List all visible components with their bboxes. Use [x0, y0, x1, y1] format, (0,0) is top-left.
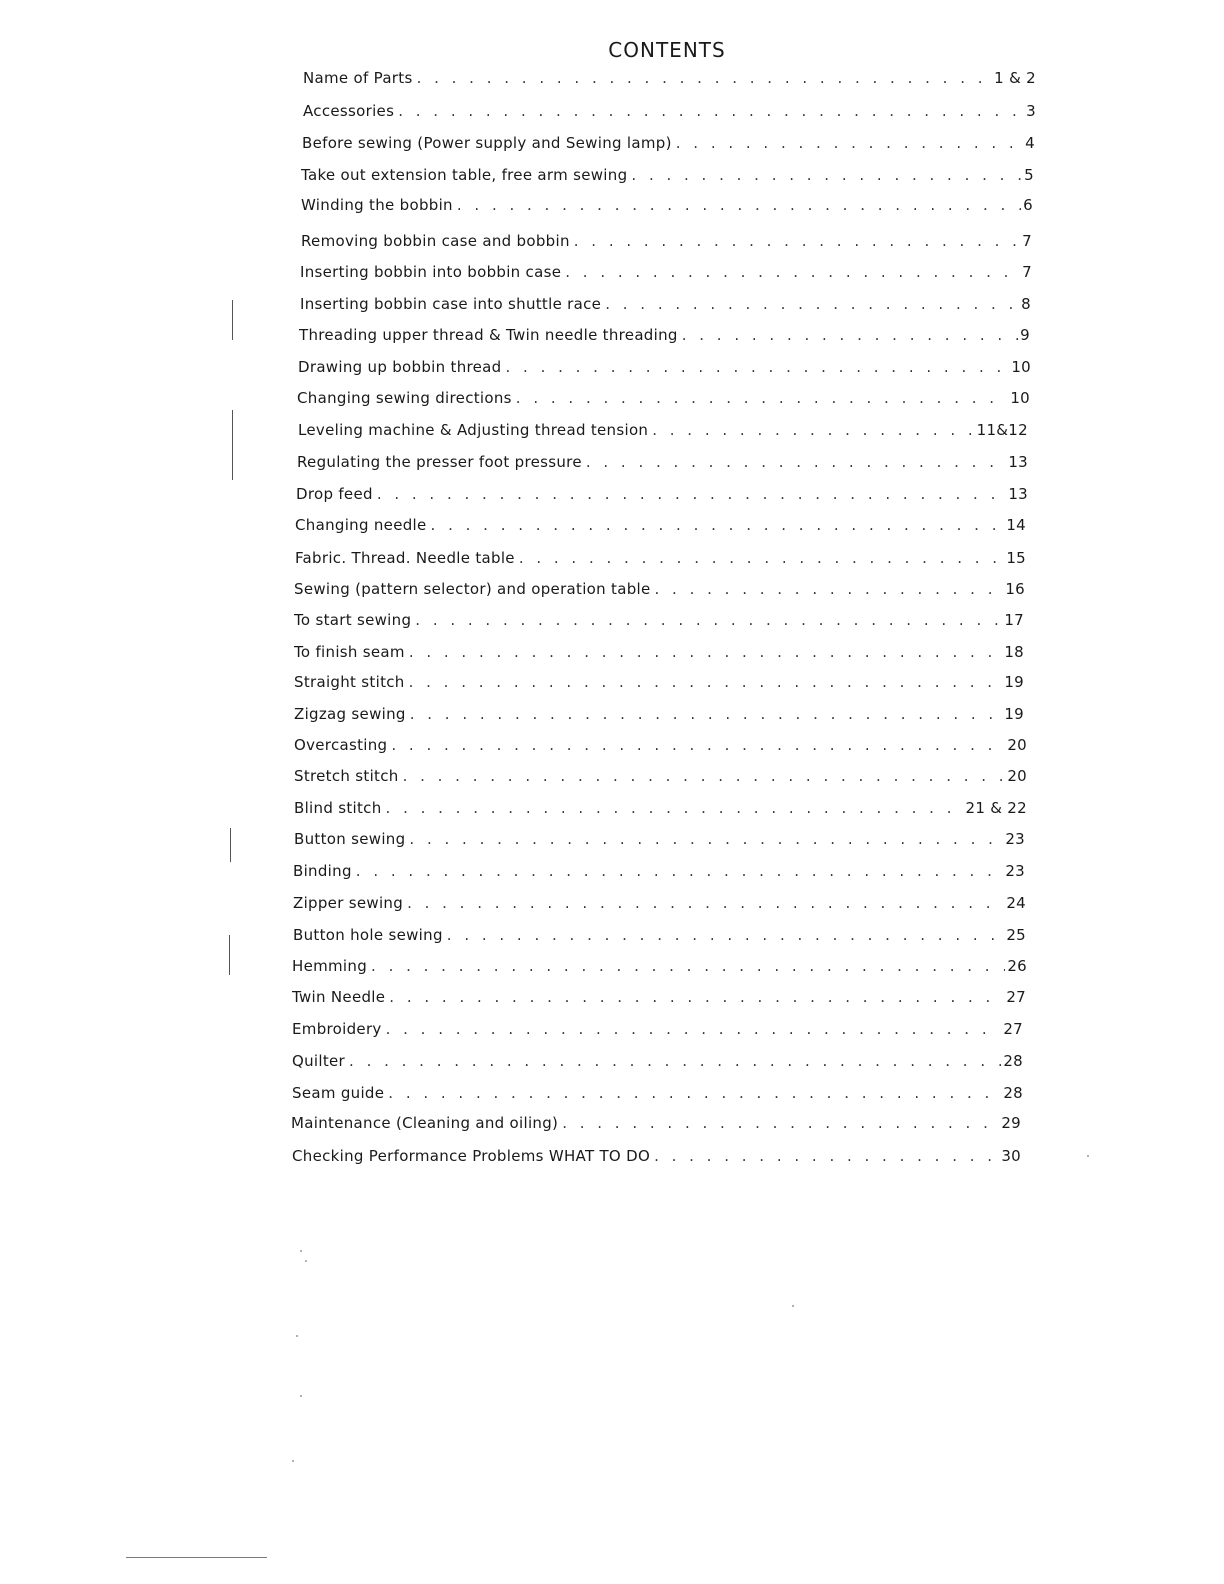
toc-entry-title: Threading upper thread & Twin needle threading — [299, 326, 678, 344]
toc-dot-leader — [371, 956, 1005, 976]
toc-dot-leader — [574, 231, 1020, 251]
toc-entry-title: Binding — [293, 862, 352, 880]
toc-dot-leader — [409, 829, 1003, 849]
toc-dot-leader — [391, 735, 1005, 755]
toc-entry — [292, 1083, 1023, 1103]
toc-entry — [299, 325, 1030, 345]
scan-speck — [296, 1335, 298, 1337]
toc-entry-title: Changing needle — [295, 516, 427, 534]
toc-entry-title: Drawing up bobbin thread — [298, 358, 502, 376]
toc-entry-page: 19 — [1004, 705, 1024, 723]
toc-entry-page: 25 — [1006, 926, 1026, 944]
toc-entry-page: 13 — [1008, 453, 1028, 471]
toc-entry — [300, 294, 1031, 314]
toc-entry-title: Seam guide — [292, 1084, 385, 1102]
scan-speck — [300, 1250, 302, 1252]
toc-entry-page: 10 — [1010, 389, 1030, 407]
toc-entry — [292, 1146, 1021, 1166]
toc-entry — [293, 925, 1026, 945]
scan-speck — [792, 1305, 794, 1307]
toc-dot-leader — [398, 101, 1024, 121]
toc-entry — [296, 484, 1028, 504]
toc-dot-leader — [631, 165, 1022, 185]
toc-entry-title: Drop feed — [296, 485, 373, 503]
toc-dot-leader — [386, 1019, 1002, 1039]
toc-dot-leader — [403, 766, 1006, 786]
toc-entry-page: 7 — [1022, 263, 1032, 281]
toc-entry — [294, 610, 1024, 630]
toc-entry-page: 6 — [1023, 196, 1033, 214]
toc-entry — [300, 262, 1032, 282]
toc-entry-title: Inserting bobbin into bobbin case — [300, 263, 562, 281]
toc-entry-page: 29 — [1001, 1114, 1021, 1132]
toc-entry — [301, 195, 1033, 215]
toc-dot-leader — [605, 294, 1019, 314]
toc-entry-title: Sewing (pattern selector) and operation table — [294, 580, 651, 598]
toc-dot-leader — [676, 133, 1023, 153]
toc-entry — [297, 388, 1030, 408]
page-title: CONTENTS — [608, 38, 726, 62]
toc-entry-title: Stretch stitch — [294, 767, 399, 785]
toc-entry-title: Blind stitch — [294, 799, 382, 817]
toc-entry — [298, 420, 1028, 440]
toc-dot-leader — [415, 610, 1002, 630]
toc-entry — [294, 642, 1024, 662]
scan-speck — [1087, 1155, 1089, 1157]
toc-entry-title: Winding the bobbin — [301, 196, 453, 214]
scan-margin-mark — [232, 300, 233, 340]
toc-entry — [294, 704, 1024, 724]
toc-entry-page: 13 — [1008, 485, 1028, 503]
toc-entry-page: 1 & 2 — [994, 69, 1036, 87]
toc-dot-leader — [457, 195, 1021, 215]
toc-entry-page: 27 — [1003, 1020, 1023, 1038]
toc-entry-page: 15 — [1006, 549, 1026, 567]
toc-entry-title: Removing bobbin case and bobbin — [301, 232, 570, 250]
toc-entry-title: Checking Performance Problems WHAT TO DO — [292, 1147, 651, 1165]
toc-entry-page: 26 — [1007, 957, 1027, 975]
toc-entry-page: 11&12 — [976, 421, 1028, 439]
toc-entry-page: 23 — [1005, 862, 1025, 880]
scan-margin-mark — [230, 828, 231, 862]
toc-dot-leader — [409, 672, 1003, 692]
toc-entry — [292, 1019, 1023, 1039]
toc-entry-page: 19 — [1004, 673, 1024, 691]
toc-dot-leader — [562, 1113, 999, 1133]
toc-entry — [292, 987, 1026, 1007]
toc-entry — [295, 548, 1026, 568]
toc-entry-page: 14 — [1006, 516, 1026, 534]
toc-entry-page: 21 & 22 — [965, 799, 1027, 817]
toc-dot-leader — [386, 798, 964, 818]
toc-entry-page: 8 — [1021, 295, 1031, 313]
toc-entry — [302, 133, 1035, 153]
toc-entry-title: Leveling machine & Adjusting thread tension — [298, 421, 649, 439]
toc-entry-page: 4 — [1025, 134, 1035, 152]
toc-entry — [297, 452, 1028, 472]
toc-entry-title: Name of Parts — [303, 69, 413, 87]
toc-entry-title: Inserting bobbin case into shuttle race — [300, 295, 602, 313]
toc-entry-title: Take out extension table, free arm sewing — [301, 166, 628, 184]
toc-entry-title: Twin Needle — [292, 988, 386, 1006]
toc-entry-title: Embroidery — [292, 1020, 382, 1038]
scan-margin-mark — [232, 410, 233, 480]
toc-dot-leader — [565, 262, 1020, 282]
toc-entry — [293, 893, 1026, 913]
toc-entry-page: 3 — [1026, 102, 1036, 120]
toc-dot-leader — [410, 704, 1003, 724]
toc-entry-page: 16 — [1005, 580, 1025, 598]
scan-speck — [305, 1260, 307, 1262]
toc-entry — [301, 231, 1032, 251]
toc-entry — [292, 956, 1027, 976]
toc-entry — [303, 68, 1036, 88]
toc-entry-page: 18 — [1004, 643, 1024, 661]
scan-margin-mark — [229, 935, 230, 975]
toc-dot-leader — [377, 484, 1006, 504]
toc-entry — [298, 357, 1031, 377]
toc-entry-page: 23 — [1005, 830, 1025, 848]
toc-dot-leader — [447, 925, 1005, 945]
toc-entry-page: 5 — [1024, 166, 1034, 184]
toc-dot-leader — [431, 515, 1005, 535]
bottom-rule — [126, 1557, 267, 1558]
toc-dot-leader — [349, 1051, 1001, 1071]
toc-entry-title: Overcasting — [294, 736, 388, 754]
toc-entry-page: 28 — [1003, 1084, 1023, 1102]
toc-dot-leader — [407, 893, 1004, 913]
toc-entry-title: Button hole sewing — [293, 926, 443, 944]
toc-entry — [294, 829, 1025, 849]
scan-speck — [292, 1460, 294, 1462]
toc-entry-title: To start sewing — [294, 611, 412, 629]
toc-dot-leader — [586, 452, 1006, 472]
toc-entry-page: 20 — [1007, 736, 1027, 754]
toc-entry-page: 17 — [1004, 611, 1024, 629]
toc-entry — [294, 579, 1025, 599]
toc-dot-leader — [655, 579, 1004, 599]
toc-entry — [303, 101, 1036, 121]
toc-entry — [294, 798, 1027, 818]
toc-entry-title: Maintenance (Cleaning and oiling) — [291, 1114, 559, 1132]
toc-entry-page: 30 — [1001, 1147, 1021, 1165]
toc-entry — [292, 1051, 1023, 1071]
toc-dot-leader — [682, 325, 1018, 345]
toc-entry-page: 24 — [1006, 894, 1026, 912]
toc-entry-title: Changing sewing directions — [297, 389, 512, 407]
toc-entry-title: Zigzag sewing — [294, 705, 406, 723]
toc-dot-leader — [389, 987, 1004, 1007]
toc-dot-leader — [654, 1146, 999, 1166]
toc-entry — [294, 735, 1027, 755]
toc-dot-leader — [388, 1083, 1001, 1103]
toc-dot-leader — [516, 388, 1009, 408]
toc-entry-page: 27 — [1006, 988, 1026, 1006]
toc-entry-page: 10 — [1011, 358, 1031, 376]
toc-entry — [293, 861, 1025, 881]
toc-entry-title: Before sewing (Power supply and Sewing lamp) — [302, 134, 672, 152]
toc-entry-title: Fabric. Thread. Needle table — [295, 549, 515, 567]
toc-entry-page: 28 — [1003, 1052, 1023, 1070]
toc-dot-leader — [519, 548, 1004, 568]
toc-entry-title: Hemming — [292, 957, 368, 975]
toc-entry-title: Regulating the presser foot pressure — [297, 453, 582, 471]
toc-entry — [291, 1113, 1021, 1133]
toc-entry — [294, 766, 1027, 786]
toc-dot-leader — [417, 68, 993, 88]
toc-entry — [294, 672, 1024, 692]
toc-entry-title: Accessories — [303, 102, 395, 120]
toc-entry — [301, 165, 1034, 185]
toc-dot-leader — [506, 357, 1010, 377]
toc-entry-page: 9 — [1020, 326, 1030, 344]
scan-speck — [300, 1395, 302, 1397]
toc-entry-title: Button sewing — [294, 830, 406, 848]
toc-dot-leader — [652, 420, 974, 440]
toc-dot-leader — [409, 642, 1002, 662]
toc-entry-title: Straight stitch — [294, 673, 405, 691]
toc-entry-page: 20 — [1007, 767, 1027, 785]
toc-entry-page: 7 — [1022, 232, 1032, 250]
toc-entry-title: To finish seam — [294, 643, 405, 661]
toc-entry — [295, 515, 1026, 535]
toc-dot-leader — [356, 861, 1004, 881]
toc-entry-title: Zipper sewing — [293, 894, 404, 912]
toc-entry-title: Quilter — [292, 1052, 346, 1070]
